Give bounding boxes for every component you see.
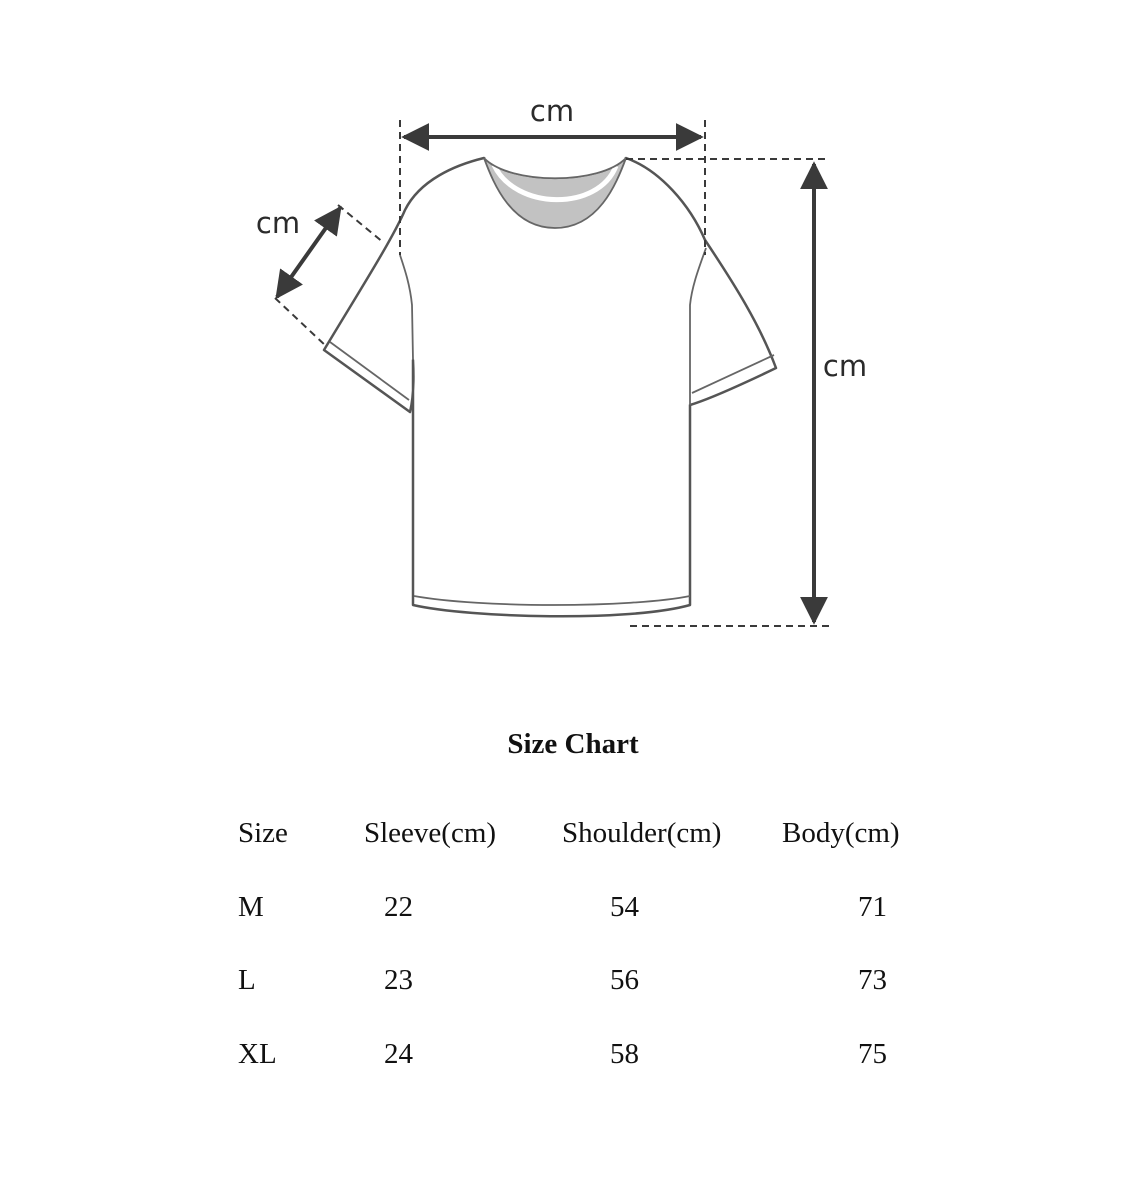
table-header-row bbox=[238, 797, 942, 871]
column-header-shoulder: Shoulder(cm) bbox=[562, 817, 722, 850]
size-cell: XL bbox=[238, 1037, 277, 1070]
size-cell: L bbox=[238, 964, 256, 997]
table-row bbox=[238, 871, 942, 945]
shoulder-cell: 56 bbox=[610, 964, 639, 997]
sleeve-label: cm bbox=[255, 206, 301, 240]
column-header-body: Body(cm) bbox=[782, 817, 900, 850]
sleeve-cell: 22 bbox=[384, 890, 413, 923]
size-chart-title: Size Chart bbox=[507, 728, 639, 760]
column-header-size: Size bbox=[238, 817, 288, 850]
body-cell: 75 bbox=[858, 1037, 887, 1070]
size-cell: M bbox=[238, 890, 264, 923]
body-cell: 71 bbox=[858, 890, 887, 923]
shoulder-cell: 54 bbox=[610, 890, 639, 923]
table-row bbox=[238, 944, 942, 1018]
sleeve-cell: 23 bbox=[384, 964, 413, 997]
body-cell: 73 bbox=[858, 964, 887, 997]
column-header-sleeve: Sleeve(cm) bbox=[364, 817, 497, 850]
sleeve-cell: 24 bbox=[384, 1037, 413, 1070]
table-row bbox=[238, 1018, 942, 1092]
shoulder-cell: 58 bbox=[610, 1037, 639, 1070]
body-label: cm bbox=[822, 349, 868, 383]
shoulder-label: cm bbox=[529, 94, 575, 128]
size-chart-table bbox=[238, 797, 942, 1091]
